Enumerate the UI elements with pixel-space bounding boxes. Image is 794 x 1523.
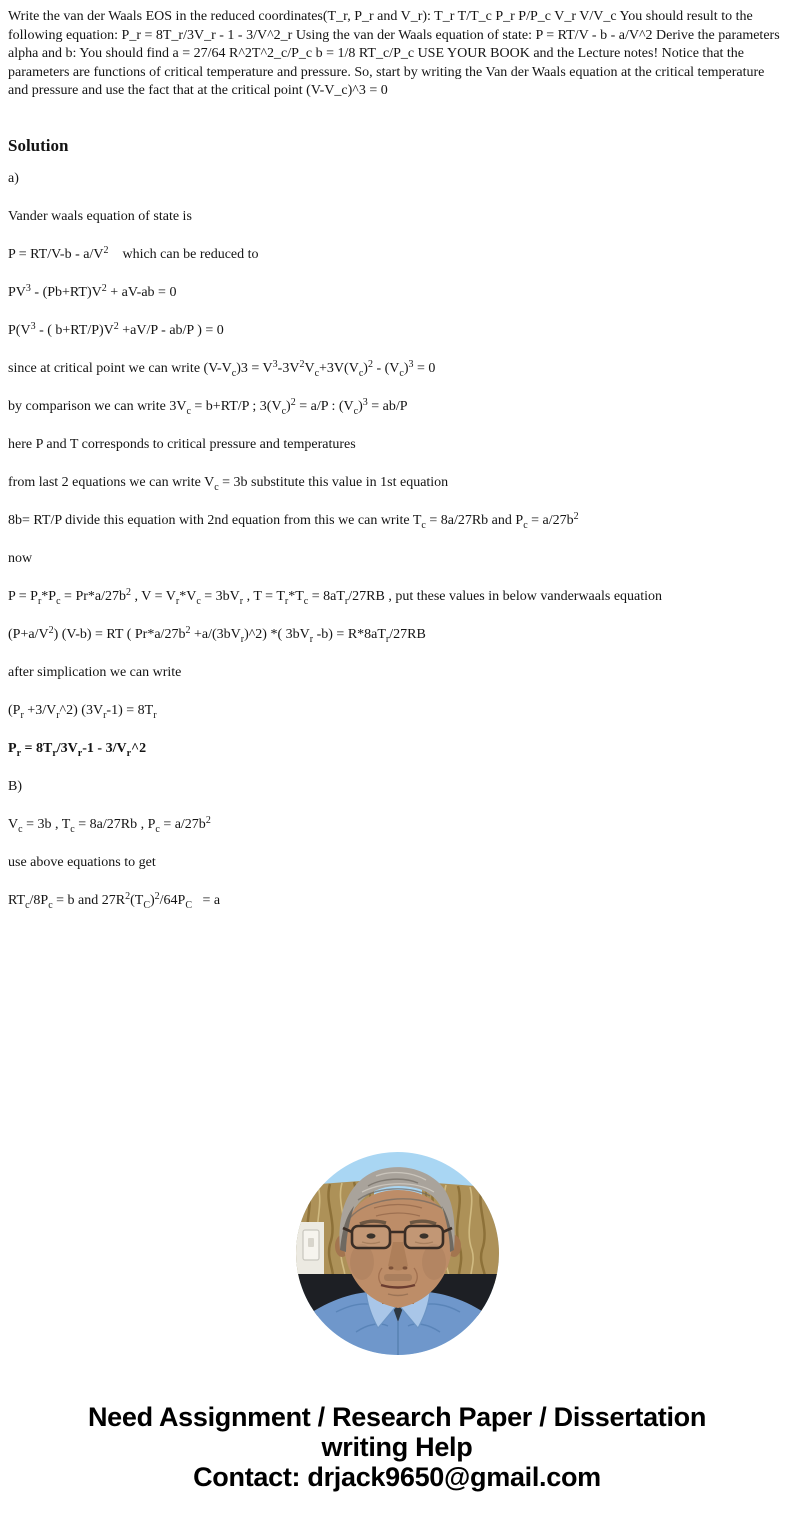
question-text: Write the van der Waals EOS in the reduced coordinates(T_r, P_r and V_r): T_r T/T_c P_r P/P_c V_r V/V_c You should result to the following equation: P_r = 8T_r/3V_r - 1 - 3/V^2_r Using the van der Waals equation of state: P = RT/V - b - a/V^2 Derive the parameters alpha and b: You should find a = 27/64 R^2T^2_c/P_c b = 1/8 RT_c/P_c USE YOUR BOOK and the Lecture notes! Notice that the parameters are functions of critical temperature and pressure. So, start by writing the Van der Waals equation at the critical temperature and pressure and use the fact that at the critical point (V-V_c)^3 = 0 xyxy=(8,9,780,98)
solution-paragraph: $PV^3 - (Pb+RT)V^2 + aV-ab = 0$ xyxy=(8,283,177,300)
solution-paragraph: from last 2 equations we can write $V_c = 3b$ substitute this value in 1st equation xyxy=(8,475,449,493)
solution-heading: Solution xyxy=(8,136,69,155)
solution-paragraph: $P = RT/V-b - a/V^2$ which can be reduced to xyxy=(8,245,259,262)
footer-line-1: Need Assignment / Research Paper / Dissertation xyxy=(87,1402,707,1432)
solution-paragraph: Vander waals equation of state is xyxy=(8,209,192,224)
solution-paragraph: $P = P_r*P_c = Pr*a/27b^2$ , $V = V_r*V_c = 3bV_r$ , $T = T_r*T_c = 8aT_r/27RB$ , put these values in below vanderwaals equation xyxy=(8,587,663,607)
solution-paragraph: now xyxy=(8,551,33,566)
solution-paragraph: $P_r = 8T_r/3V_r-1$ - $3/V_r\^{}2$ xyxy=(8,741,147,759)
solution-paragraph: 8b= RT/P divide this equation with 2nd equation from this we can write $T_c = 8a/27Rb$ and $P_c = a/27b^2$ xyxy=(8,511,579,531)
solution-paragraph: after simplication we can write xyxy=(8,665,182,680)
solution-body xyxy=(8,170,786,930)
footer-line-3: Contact: drjack9650@gmail.com xyxy=(193,1462,601,1492)
footer-line-2: writing Help xyxy=(321,1432,473,1462)
solution-paragraph: a) xyxy=(8,171,19,186)
solution-paragraph: use above equations to get xyxy=(8,855,156,870)
solution-paragraph: B) xyxy=(8,779,22,794)
solution-paragraph: $RT_c/8P_c = b$ and $27R^2(T_C)^2/64P_C = a$ xyxy=(8,891,221,911)
light-switch xyxy=(296,1222,324,1278)
tutor-portrait-illustration xyxy=(296,1152,499,1355)
footer-banner xyxy=(0,1402,794,1492)
solution-paragraph: here P and T corresponds to critical pressure and temperatures xyxy=(8,437,356,452)
solution-paragraph: $P(V^3$ - ( $b+RT/P)V^2 +aV/P - ab/P$ ) = 0 xyxy=(8,321,224,338)
solution-paragraph: ($P_r$ $+3/V_r\^{}2$) $(3V_r-1) = 8T_r$ xyxy=(8,703,157,721)
solution-paragraph: by comparison we can write $3V_c = b+RT/P$ ; $3(V_c)^2 = a/P$ : $(V_c)^3 = ab/P$ xyxy=(8,397,408,417)
solution-paragraph: since at critical point we can write $(V-V_c)3 = V^3-3V^2V_c+3V(V_c)^2 - (V_c)^3 = 0$ xyxy=(8,359,436,379)
solution-paragraph: $V_c = 3b$ , $T_c = 8a/27Rb$ , $P_c = a/27b^2$ xyxy=(8,815,211,835)
solution-paragraph: $(P+a/V^2) (V-b)$ = RT ( $Pr*a/27b^2$ $+a/(3bV_r)\^{}2$) *( $3bV_r$ $-b) = R*8aT_r/27RB$ xyxy=(8,625,426,645)
tutor-photo xyxy=(296,1152,499,1355)
